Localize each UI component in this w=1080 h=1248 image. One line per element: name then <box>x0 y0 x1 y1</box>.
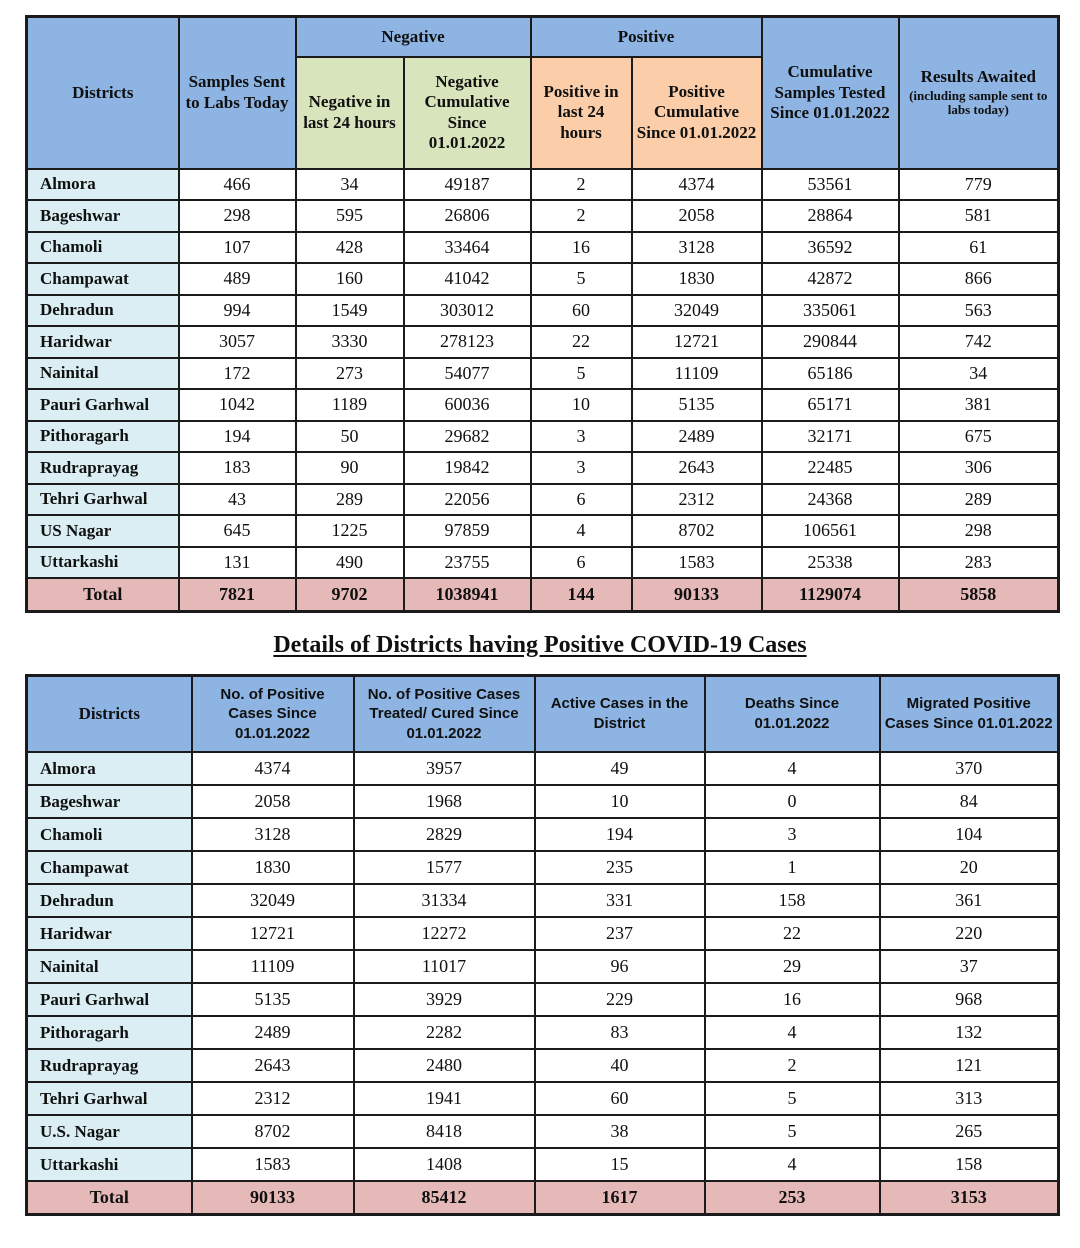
value-cell: 490 <box>296 547 404 579</box>
testing-summary-table <box>25 15 1060 613</box>
value-cell: 3957 <box>354 752 535 785</box>
value-cell: 12721 <box>192 917 354 950</box>
col-header-districts: Districts <box>27 675 192 752</box>
district-name-cell: Bageshwar <box>27 785 192 818</box>
table-row <box>27 1016 1059 1049</box>
total-label: Total <box>27 1181 192 1214</box>
value-cell: 1577 <box>354 851 535 884</box>
value-cell: 3128 <box>192 818 354 851</box>
value-cell: 2643 <box>192 1049 354 1082</box>
value-cell: 2 <box>531 169 632 201</box>
value-cell: 11017 <box>354 950 535 983</box>
value-cell: 29 <box>705 950 880 983</box>
table-row <box>27 484 1059 516</box>
value-cell: 158 <box>880 1148 1059 1181</box>
table-row <box>27 232 1059 264</box>
value-cell: 22056 <box>404 484 531 516</box>
value-cell: 5 <box>531 358 632 390</box>
total-cell: 90133 <box>192 1181 354 1214</box>
value-cell: 41042 <box>404 263 531 295</box>
value-cell: 28864 <box>762 200 899 232</box>
value-cell: 104 <box>880 818 1059 851</box>
table-row <box>27 169 1059 201</box>
value-cell: 26806 <box>404 200 531 232</box>
district-name-cell: Rudraprayag <box>27 452 179 484</box>
value-cell: 23755 <box>404 547 531 579</box>
total-cell: 1038941 <box>404 578 531 611</box>
table-row <box>27 950 1059 983</box>
positive-total-row <box>27 1181 1059 1214</box>
district-name-cell: Haridwar <box>27 917 192 950</box>
table-row <box>27 1082 1059 1115</box>
value-cell: 3 <box>531 421 632 453</box>
col-header-migrated: Migrated Positive Cases Since 01.01.2022 <box>880 675 1059 752</box>
value-cell: 24368 <box>762 484 899 516</box>
value-cell: 779 <box>899 169 1059 201</box>
value-cell: 1830 <box>632 263 762 295</box>
total-label: Total <box>27 578 179 611</box>
value-cell: 4374 <box>192 752 354 785</box>
district-name-cell: Haridwar <box>27 326 179 358</box>
value-cell: 50 <box>296 421 404 453</box>
table-row <box>27 1115 1059 1148</box>
value-cell: 303012 <box>404 295 531 327</box>
value-cell: 36592 <box>762 232 899 264</box>
col-header-districts: Districts <box>27 17 179 169</box>
value-cell: 237 <box>535 917 705 950</box>
value-cell: 675 <box>899 421 1059 453</box>
testing-summary-header <box>27 17 1059 169</box>
district-name-cell: Uttarkashi <box>27 1148 192 1181</box>
value-cell: 1 <box>705 851 880 884</box>
positive-cases-header <box>27 675 1059 752</box>
value-cell: 2489 <box>632 421 762 453</box>
value-cell: 994 <box>179 295 296 327</box>
value-cell: 34 <box>899 358 1059 390</box>
value-cell: 22485 <box>762 452 899 484</box>
value-cell: 235 <box>535 851 705 884</box>
value-cell: 466 <box>179 169 296 201</box>
value-cell: 60 <box>531 295 632 327</box>
value-cell: 5135 <box>632 389 762 421</box>
value-cell: 381 <box>899 389 1059 421</box>
total-cell: 144 <box>531 578 632 611</box>
value-cell: 132 <box>880 1016 1059 1049</box>
value-cell: 1830 <box>192 851 354 884</box>
table-row <box>27 785 1059 818</box>
district-name-cell: Chamoli <box>27 818 192 851</box>
value-cell: 160 <box>296 263 404 295</box>
value-cell: 194 <box>535 818 705 851</box>
value-cell: 1225 <box>296 515 404 547</box>
value-cell: 335061 <box>762 295 899 327</box>
value-cell: 60 <box>535 1082 705 1115</box>
total-cell: 9702 <box>296 578 404 611</box>
value-cell: 2312 <box>632 484 762 516</box>
value-cell: 1408 <box>354 1148 535 1181</box>
value-cell: 265 <box>880 1115 1059 1148</box>
district-name-cell: Chamoli <box>27 232 179 264</box>
value-cell: 1042 <box>179 389 296 421</box>
value-cell: 3057 <box>179 326 296 358</box>
table-row <box>27 1148 1059 1181</box>
table-row <box>27 295 1059 327</box>
value-cell: 3128 <box>632 232 762 264</box>
value-cell: 581 <box>899 200 1059 232</box>
value-cell: 32049 <box>632 295 762 327</box>
table-row <box>27 326 1059 358</box>
value-cell: 5 <box>705 1115 880 1148</box>
value-cell: 34 <box>296 169 404 201</box>
value-cell: 15 <box>535 1148 705 1181</box>
testing-summary-body <box>27 169 1059 579</box>
district-name-cell: Tehri Garhwal <box>27 484 179 516</box>
value-cell: 61 <box>899 232 1059 264</box>
value-cell: 968 <box>880 983 1059 1016</box>
value-cell: 290844 <box>762 326 899 358</box>
total-cell: 90133 <box>632 578 762 611</box>
value-cell: 8418 <box>354 1115 535 1148</box>
value-cell: 370 <box>880 752 1059 785</box>
value-cell: 183 <box>179 452 296 484</box>
value-cell: 2 <box>531 200 632 232</box>
covid-bulletin-page <box>0 15 1080 1248</box>
value-cell: 12721 <box>632 326 762 358</box>
value-cell: 220 <box>880 917 1059 950</box>
value-cell: 1941 <box>354 1082 535 1115</box>
total-cell: 85412 <box>354 1181 535 1214</box>
table-row <box>27 752 1059 785</box>
value-cell: 32171 <box>762 421 899 453</box>
value-cell: 22 <box>531 326 632 358</box>
value-cell: 2282 <box>354 1016 535 1049</box>
value-cell: 2643 <box>632 452 762 484</box>
value-cell: 83 <box>535 1016 705 1049</box>
value-cell: 8702 <box>192 1115 354 1148</box>
district-name-cell: Dehradun <box>27 295 179 327</box>
table-row <box>27 884 1059 917</box>
value-cell: 428 <box>296 232 404 264</box>
col-header-cumulative-tested: Cumulative Samples Tested Since 01.01.2022 <box>762 17 899 169</box>
table-row <box>27 917 1059 950</box>
value-cell: 84 <box>880 785 1059 818</box>
value-cell: 10 <box>535 785 705 818</box>
value-cell: 65171 <box>762 389 899 421</box>
value-cell: 645 <box>179 515 296 547</box>
value-cell: 361 <box>880 884 1059 917</box>
value-cell: 278123 <box>404 326 531 358</box>
value-cell: 33464 <box>404 232 531 264</box>
value-cell: 2058 <box>632 200 762 232</box>
col-header-results-awaited <box>899 17 1059 169</box>
value-cell: 172 <box>179 358 296 390</box>
total-cell: 7821 <box>179 578 296 611</box>
table-row <box>27 1049 1059 1082</box>
value-cell: 229 <box>535 983 705 1016</box>
value-cell: 16 <box>531 232 632 264</box>
total-cell: 1617 <box>535 1181 705 1214</box>
value-cell: 3 <box>531 452 632 484</box>
value-cell: 1549 <box>296 295 404 327</box>
value-cell: 31334 <box>354 884 535 917</box>
col-header-negative-24h: Negative in last 24 hours <box>296 57 404 169</box>
positive-cases-table <box>25 674 1060 1216</box>
value-cell: 38 <box>535 1115 705 1148</box>
positive-cases-body <box>27 752 1059 1181</box>
value-cell: 19842 <box>404 452 531 484</box>
value-cell: 1189 <box>296 389 404 421</box>
value-cell: 289 <box>296 484 404 516</box>
col-header-active-cases: Active Cases in the District <box>535 675 705 752</box>
value-cell: 1968 <box>354 785 535 818</box>
col-header-positive-24h: Positive in last 24 hours <box>531 57 632 169</box>
district-name-cell: U.S. Nagar <box>27 1115 192 1148</box>
value-cell: 866 <box>899 263 1059 295</box>
district-name-cell: Pithoragarh <box>27 421 179 453</box>
table-row <box>27 452 1059 484</box>
value-cell: 40 <box>535 1049 705 1082</box>
value-cell: 12272 <box>354 917 535 950</box>
value-cell: 97859 <box>404 515 531 547</box>
value-cell: 11109 <box>632 358 762 390</box>
value-cell: 5 <box>705 1082 880 1115</box>
value-cell: 29682 <box>404 421 531 453</box>
table-row <box>27 851 1059 884</box>
district-name-cell: Champawat <box>27 851 192 884</box>
district-name-cell: Almora <box>27 169 179 201</box>
value-cell: 4 <box>531 515 632 547</box>
total-cell: 253 <box>705 1181 880 1214</box>
value-cell: 5 <box>531 263 632 295</box>
value-cell: 3330 <box>296 326 404 358</box>
col-header-samples-sent: Samples Sent to Labs Today <box>179 17 296 169</box>
total-cell: 5858 <box>899 578 1059 611</box>
district-name-cell: Pithoragarh <box>27 1016 192 1049</box>
value-cell: 194 <box>179 421 296 453</box>
value-cell: 563 <box>899 295 1059 327</box>
value-cell: 6 <box>531 547 632 579</box>
header-group-row <box>27 17 1059 57</box>
col-header-negative-cumulative: Negative Cumulative Since 01.01.2022 <box>404 57 531 169</box>
value-cell: 306 <box>899 452 1059 484</box>
value-cell: 25338 <box>762 547 899 579</box>
value-cell: 10 <box>531 389 632 421</box>
col-group-positive: Positive <box>531 17 762 57</box>
district-name-cell: Rudraprayag <box>27 1049 192 1082</box>
col-header-treated-cured: No. of Positive Cases Treated/ Cured Since 01.01.2022 <box>354 675 535 752</box>
value-cell: 43 <box>179 484 296 516</box>
value-cell: 106561 <box>762 515 899 547</box>
value-cell: 273 <box>296 358 404 390</box>
col-header-deaths: Deaths Since 01.01.2022 <box>705 675 880 752</box>
table-row <box>27 200 1059 232</box>
table-row <box>27 547 1059 579</box>
value-cell: 4 <box>705 1148 880 1181</box>
value-cell: 2829 <box>354 818 535 851</box>
value-cell: 37 <box>880 950 1059 983</box>
value-cell: 489 <box>179 263 296 295</box>
value-cell: 107 <box>179 232 296 264</box>
total-cell: 3153 <box>880 1181 1059 1214</box>
value-cell: 16 <box>705 983 880 1016</box>
header-row <box>27 675 1059 752</box>
value-cell: 131 <box>179 547 296 579</box>
table-row <box>27 983 1059 1016</box>
table-row <box>27 515 1059 547</box>
value-cell: 32049 <box>192 884 354 917</box>
district-name-cell: Bageshwar <box>27 200 179 232</box>
district-name-cell: Almora <box>27 752 192 785</box>
value-cell: 3 <box>705 818 880 851</box>
value-cell: 65186 <box>762 358 899 390</box>
total-cell: 1129074 <box>762 578 899 611</box>
district-name-cell: Pauri Garhwal <box>27 389 179 421</box>
value-cell: 1583 <box>192 1148 354 1181</box>
value-cell: 2312 <box>192 1082 354 1115</box>
value-cell: 4 <box>705 752 880 785</box>
value-cell: 96 <box>535 950 705 983</box>
value-cell: 298 <box>899 515 1059 547</box>
district-name-cell: Tehri Garhwal <box>27 1082 192 1115</box>
table-row <box>27 818 1059 851</box>
table-row <box>27 389 1059 421</box>
value-cell: 742 <box>899 326 1059 358</box>
value-cell: 20 <box>880 851 1059 884</box>
value-cell: 595 <box>296 200 404 232</box>
value-cell: 158 <box>705 884 880 917</box>
value-cell: 331 <box>535 884 705 917</box>
value-cell: 49 <box>535 752 705 785</box>
district-name-cell: Uttarkashi <box>27 547 179 579</box>
value-cell: 54077 <box>404 358 531 390</box>
district-name-cell: Dehradun <box>27 884 192 917</box>
value-cell: 3929 <box>354 983 535 1016</box>
value-cell: 2058 <box>192 785 354 818</box>
value-cell: 8702 <box>632 515 762 547</box>
value-cell: 90 <box>296 452 404 484</box>
value-cell: 49187 <box>404 169 531 201</box>
value-cell: 0 <box>705 785 880 818</box>
value-cell: 283 <box>899 547 1059 579</box>
results-awaited-label: Results Awaited <box>920 67 1036 87</box>
value-cell: 2480 <box>354 1049 535 1082</box>
value-cell: 4374 <box>632 169 762 201</box>
district-name-cell: Nainital <box>27 358 179 390</box>
value-cell: 22 <box>705 917 880 950</box>
table-row <box>27 421 1059 453</box>
value-cell: 60036 <box>404 389 531 421</box>
table-row <box>27 263 1059 295</box>
results-awaited-note: (including sample sent to labs today) <box>909 87 1048 118</box>
district-name-cell: Champawat <box>27 263 179 295</box>
col-header-positive-cumulative: Positive Cumulative Since 01.01.2022 <box>632 57 762 169</box>
district-name-cell: US Nagar <box>27 515 179 547</box>
value-cell: 5135 <box>192 983 354 1016</box>
district-name-cell: Nainital <box>27 950 192 983</box>
value-cell: 53561 <box>762 169 899 201</box>
testing-total-row <box>27 578 1059 611</box>
col-header-positive-cases: No. of Positive Cases Since 01.01.2022 <box>192 675 354 752</box>
district-name-cell: Pauri Garhwal <box>27 983 192 1016</box>
value-cell: 11109 <box>192 950 354 983</box>
value-cell: 2489 <box>192 1016 354 1049</box>
value-cell: 42872 <box>762 263 899 295</box>
value-cell: 2 <box>705 1049 880 1082</box>
value-cell: 298 <box>179 200 296 232</box>
value-cell: 1583 <box>632 547 762 579</box>
value-cell: 313 <box>880 1082 1059 1115</box>
value-cell: 289 <box>899 484 1059 516</box>
value-cell: 4 <box>705 1016 880 1049</box>
value-cell: 6 <box>531 484 632 516</box>
table-row <box>27 358 1059 390</box>
section-title: Details of Districts having Positive COVID-19 Cases <box>273 631 807 658</box>
value-cell: 121 <box>880 1049 1059 1082</box>
col-group-negative: Negative <box>296 17 531 57</box>
